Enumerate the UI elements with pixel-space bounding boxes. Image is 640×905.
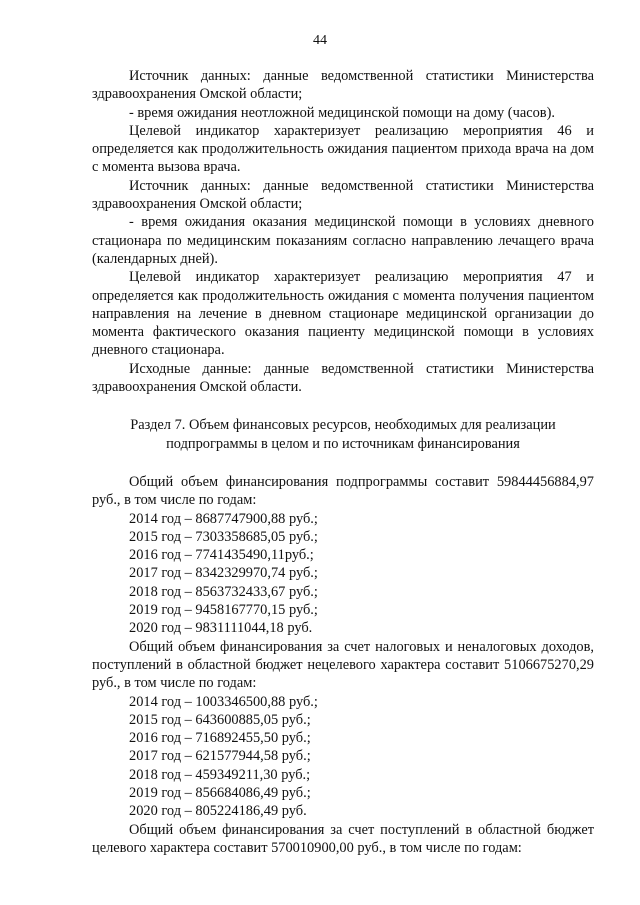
funding-tax-intro: Общий объем финансирования за счет налоговых и неналоговых доходов, поступлений в областной бюджет нецелевого характера составит 5106675270,29 руб., в том числе по годам:: [92, 638, 594, 692]
year-line: 2019 год – 856684086,49 руб.;: [129, 784, 311, 801]
indicator-paragraph-1: Целевой индикатор характеризует реализацию мероприятия 46 и определяется как продолжительность ожидания пациентом прихода врача на дом с момента вызова врача.: [92, 122, 594, 176]
year-line: 2016 год – 7741435490,11руб.;: [129, 547, 314, 564]
year-line: 2017 год – 8342329970,74 руб.;: [129, 565, 318, 582]
year-line: 2018 год – 8563732433,67 руб.;: [129, 583, 318, 600]
year-line: 2015 год – 643600885,05 руб.;: [129, 711, 311, 728]
year-line: 2014 год – 8687747900,88 руб.;: [129, 510, 318, 527]
page-number: 44: [313, 33, 327, 48]
source-paragraph-1: Источник данных: данные ведомственной статистики Министерства здравоохранения Омской области;: [92, 68, 594, 103]
source-paragraph-2: Источник данных: данные ведомственной статистики Министерства здравоохранения Омской области;: [92, 177, 594, 213]
funding-tax-years: [92, 693, 594, 821]
year-line: 2015 год – 7303358685,05 руб.;: [129, 528, 318, 545]
section-title-line-2: подпрограммы в целом и по источникам финансирования: [166, 435, 520, 452]
year-line: 2020 год – 9831111044,18 руб.: [129, 620, 313, 637]
section-title: [92, 416, 594, 453]
funding-total-intro: Общий объем финансирования подпрограммы составит 59844456884,97 руб., в том числе по годам:: [92, 473, 594, 509]
document-body: [92, 67, 594, 857]
year-line: 2017 год – 621577944,58 руб.;: [129, 748, 311, 765]
funding-target-intro: Общий объем финансирования за счет поступлений в областной бюджет целевого характера составит 570010900,00 руб., в том числе по годам:: [92, 821, 594, 856]
source-paragraph-3: Исходные данные: данные ведомственной статистики Министерства здравоохранения Омской области.: [92, 360, 594, 396]
section-title-line-1: Раздел 7. Объем финансовых ресурсов, необходимых для реализации: [130, 417, 556, 434]
year-line: 2019 год – 9458167770,15 руб.;: [129, 602, 318, 619]
bullet-paragraph-2: - время ожидания оказания медицинской помощи в условиях дневного стационара по медицинским показаниям согласно направлению лечащего врача (календарных дней).: [92, 214, 594, 267]
year-line: 2018 год – 459349211,30 руб.;: [129, 766, 311, 783]
funding-total-years: [92, 510, 594, 638]
year-line: 2016 год – 716892455,50 руб.;: [129, 730, 311, 747]
indicator-paragraph-2: Целевой индикатор характеризует реализацию мероприятия 47 и определяется как продолжительность ожидания с момента получения пациентом направления на лечение в дневном стационаре медицинской организации до момента фактического оказания пациенту медицинской помощи в условиях дневного стационара.: [92, 269, 594, 359]
bullet-paragraph-1: - время ожидания неотложной медицинской помощи на дому (часов).: [129, 104, 555, 121]
year-line: 2020 год – 805224186,49 руб.: [129, 803, 307, 820]
year-line: 2014 год – 1003346500,88 руб.;: [129, 693, 318, 710]
